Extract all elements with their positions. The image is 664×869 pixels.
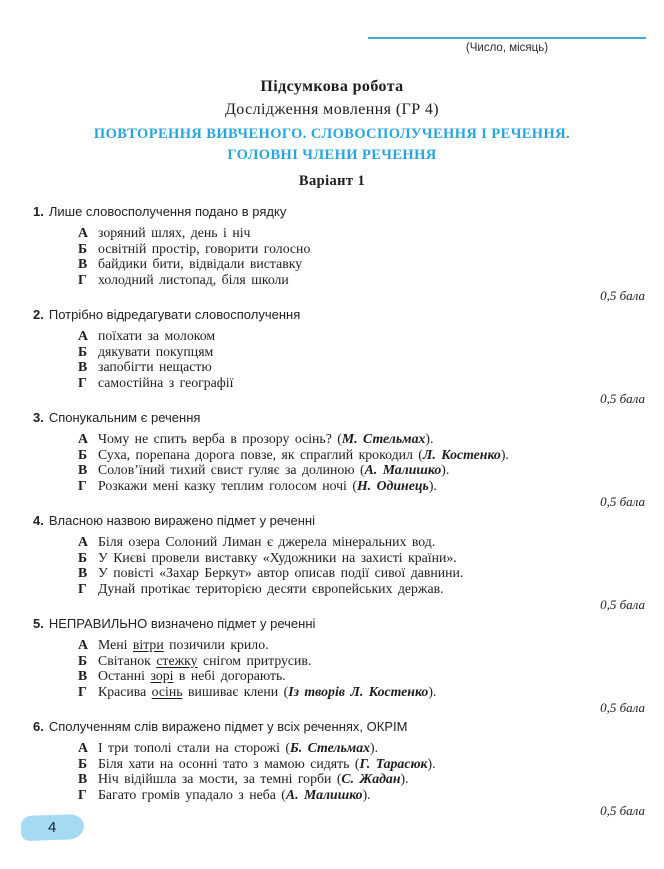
- option-text: [98, 550, 457, 565]
- option-text: [98, 653, 311, 668]
- option-letter: Б: [78, 240, 88, 256]
- author-citation: А. Малишко: [285, 786, 363, 802]
- option-text-segment: Суха, порепана дорога повзе, як спраглий крокодил (: [98, 446, 423, 462]
- option-row: [78, 272, 645, 288]
- option-row: [78, 344, 645, 360]
- question-item-3: [33, 410, 645, 509]
- author-citation: М. Стельмах: [341, 431, 426, 446]
- underlined-word: зорі: [150, 668, 174, 683]
- options-group: [78, 534, 645, 596]
- option-letter: Г: [78, 786, 87, 802]
- option-text-segment: ).: [428, 683, 437, 699]
- option-letter: Г: [78, 477, 87, 493]
- underlined-word: осінь: [151, 683, 183, 699]
- option-letter: А: [78, 431, 88, 446]
- work-title: Підсумкова робота: [260, 78, 404, 95]
- option-row: [78, 256, 645, 272]
- question-head: [33, 410, 645, 425]
- option-text: [98, 565, 463, 580]
- option-row: [78, 328, 645, 344]
- score-label: 0,5 бала: [600, 597, 645, 612]
- option-text-segment: ).: [427, 755, 436, 771]
- option-letter: Б: [78, 446, 88, 462]
- option-row: [78, 431, 645, 447]
- page-number: 4: [48, 819, 57, 836]
- option-letter: А: [78, 328, 88, 343]
- topic-heading: [0, 124, 664, 166]
- option-text-segment: Останні: [98, 668, 151, 683]
- question-head: [33, 616, 645, 631]
- option-text-segment: ).: [428, 477, 437, 493]
- option-text-segment: запобігти нещастю: [98, 359, 212, 374]
- author-citation: С. Жадан: [341, 771, 401, 786]
- option-text: [98, 344, 213, 359]
- option-text-segment: поїхати за молоком: [98, 328, 216, 343]
- option-row: [78, 771, 645, 787]
- option-text-segment: самостійна з географії: [98, 374, 234, 390]
- option-text-segment: ).: [500, 446, 509, 462]
- option-row: [78, 550, 645, 566]
- option-text-segment: У повісті «Захар Беркут» автор описав події сивої давнини.: [98, 565, 464, 580]
- option-letter: Б: [78, 652, 88, 668]
- option-text-segment: У Києві провели виставку «Художники на захисті країни».: [98, 549, 457, 565]
- option-text: [98, 756, 436, 771]
- option-row: [78, 756, 645, 772]
- question-number: 1.: [33, 204, 44, 219]
- option-letter: Г: [78, 580, 87, 596]
- option-row: [78, 447, 645, 463]
- option-text: [98, 668, 286, 683]
- score-label: 0,5 бала: [600, 288, 645, 303]
- option-row: [78, 462, 645, 478]
- author-citation: Л. Костенко: [422, 446, 501, 462]
- option-letter: А: [78, 225, 88, 240]
- option-text-segment: Красива: [98, 683, 152, 699]
- option-text: [98, 225, 250, 240]
- question-item-2: [33, 307, 645, 406]
- option-row: [78, 787, 645, 803]
- option-text: [98, 581, 444, 596]
- question-head: [33, 513, 645, 528]
- option-letter: А: [78, 740, 88, 755]
- option-row: [78, 581, 645, 597]
- option-row: [78, 740, 645, 756]
- topic-heading-line2: ГОЛОВНІ ЧЛЕНИ РЕЧЕННЯ: [227, 147, 437, 163]
- option-text-segment: ).: [425, 431, 434, 446]
- option-letter: Г: [78, 374, 87, 390]
- question-head: [33, 307, 645, 322]
- option-text-segment: позичили крило.: [163, 637, 269, 652]
- question-text: Лише словосполучення подано в рядку: [48, 204, 287, 219]
- option-row: [78, 684, 645, 700]
- option-text-segment: ).: [400, 771, 409, 786]
- question-head: [33, 719, 645, 734]
- option-text-segment: вишиває клени (: [182, 683, 289, 699]
- option-letter: В: [78, 565, 88, 580]
- option-text-segment: Солов’їний тихий свист гуляє за долиною (: [98, 462, 365, 477]
- question-text: НЕПРАВИЛЬНО визначено підмет у реченні: [48, 616, 316, 631]
- option-row: [78, 478, 645, 494]
- option-text: [98, 462, 449, 477]
- option-letter: В: [78, 771, 88, 786]
- option-letter: Г: [78, 683, 87, 699]
- option-text: [98, 771, 409, 786]
- option-text-segment: Біля озера Солоний Лиман є джерела мінеральних вод.: [98, 534, 436, 549]
- option-text: [98, 272, 289, 287]
- option-text-segment: Дунай протікає територією десяти європейських держав.: [98, 580, 444, 596]
- option-letter: Г: [78, 271, 87, 287]
- underlined-word: вітри: [132, 637, 164, 652]
- option-text-segment: Мені: [98, 637, 133, 652]
- variant-label: Варіант 1: [298, 173, 366, 189]
- option-text: [98, 740, 378, 755]
- question-text: Спонукальним є речення: [48, 410, 201, 425]
- option-text-segment: освітній простір, говорити голосно: [98, 240, 311, 256]
- score-label: 0,5 бала: [600, 391, 645, 406]
- question-text: Власною назвою виражено підмет у реченні: [48, 513, 315, 528]
- option-text: [98, 684, 436, 699]
- option-letter: В: [78, 256, 88, 271]
- option-letter: А: [78, 637, 88, 652]
- option-text: [98, 359, 212, 374]
- option-text-segment: Багато громів упадало з неба (: [98, 786, 286, 802]
- question-number: 2.: [33, 307, 44, 322]
- option-text: [98, 241, 310, 256]
- option-row: [78, 565, 645, 581]
- question-number: 6.: [33, 719, 44, 734]
- score-label: 0,5 бала: [600, 700, 645, 715]
- options-group: [78, 637, 645, 699]
- topic-heading-line1: ПОВТОРЕННЯ ВИВЧЕНОГО. СЛОВОСПОЛУЧЕННЯ І РЕЧЕННЯ.: [93, 126, 571, 142]
- option-letter: В: [78, 359, 88, 374]
- date-caption: (Число, місяць): [465, 42, 549, 54]
- page-number-badge: [21, 814, 85, 841]
- option-row: [78, 225, 645, 241]
- option-text-segment: в небі догорають.: [173, 668, 286, 683]
- options-group: [78, 225, 645, 287]
- option-letter: Б: [78, 549, 88, 565]
- question-item-4: [33, 513, 645, 612]
- option-text-segment: ).: [441, 462, 450, 477]
- option-text: [98, 637, 269, 652]
- option-text-segment: Біля хати на осонні тато з мамою сидять (: [98, 755, 360, 771]
- option-text-segment: снігом притрусив.: [197, 652, 312, 668]
- option-letter: В: [78, 668, 88, 683]
- author-citation: А. Малишко: [364, 462, 442, 477]
- option-text-segment: ).: [370, 740, 379, 755]
- option-text-segment: Чому не спить верба в прозору осінь? (: [98, 431, 342, 446]
- option-text: [98, 478, 437, 493]
- option-text-segment: Розкажи мені казку теплим голосом ночі (: [98, 477, 357, 493]
- option-row: [78, 375, 645, 391]
- author-citation: Н. Одинець: [356, 477, 429, 493]
- question-text: Потрібно відредагувати словосполучення: [48, 307, 301, 322]
- option-text: [98, 534, 435, 549]
- option-text-segment: Ніч відійшла за мости, за темні горби (: [98, 771, 342, 786]
- score-label: 0,5 бала: [600, 494, 645, 509]
- options-group: [78, 328, 645, 390]
- question-item-5: [33, 616, 645, 715]
- option-text: [98, 787, 371, 802]
- question-item-1: [33, 204, 645, 303]
- option-text-segment: зоряний шлях, день і ніч: [98, 225, 251, 240]
- option-text: [98, 375, 233, 390]
- option-text: [98, 447, 509, 462]
- option-text-segment: дякувати покупцям: [98, 343, 214, 359]
- option-row: [78, 637, 645, 653]
- underlined-word: стежку: [156, 652, 198, 668]
- option-text-segment: Світанок: [98, 652, 157, 668]
- option-text: [98, 256, 302, 271]
- option-letter: Б: [78, 343, 88, 359]
- option-text-segment: ).: [362, 786, 371, 802]
- option-text: [98, 328, 215, 343]
- option-text-segment: байдики бити, відвідали виставку: [98, 256, 303, 271]
- score-label: 0,5 бала: [600, 803, 645, 818]
- option-row: [78, 653, 645, 669]
- options-group: [78, 431, 645, 493]
- question-number: 3.: [33, 410, 44, 425]
- option-row: [78, 668, 645, 684]
- question-number: 5.: [33, 616, 44, 631]
- question-number: 4.: [33, 513, 44, 528]
- date-fill-in-block: [368, 37, 646, 54]
- options-group: [78, 740, 645, 802]
- option-row: [78, 534, 645, 550]
- work-subtitle: Дослідження мовлення (ГР 4): [224, 101, 440, 118]
- option-letter: В: [78, 462, 88, 477]
- author-citation: Із творів Л. Костенко: [288, 683, 429, 699]
- option-letter: Б: [78, 755, 88, 771]
- author-citation: Г. Тарасюк: [359, 755, 428, 771]
- option-row: [78, 241, 645, 257]
- question-text: Сполученням слів виражено підмет у всіх реченнях, ОКРІМ: [48, 719, 408, 734]
- question-head: [33, 204, 645, 219]
- option-text-segment: холодний листопад, біля школи: [98, 271, 289, 287]
- option-text: [98, 431, 433, 446]
- questions-list: [33, 204, 645, 822]
- option-letter: А: [78, 534, 88, 549]
- option-row: [78, 359, 645, 375]
- question-item-6: [33, 719, 645, 818]
- author-citation: Б. Стельмах: [289, 740, 370, 755]
- option-text-segment: І три тополі стали на сторожі (: [98, 740, 290, 755]
